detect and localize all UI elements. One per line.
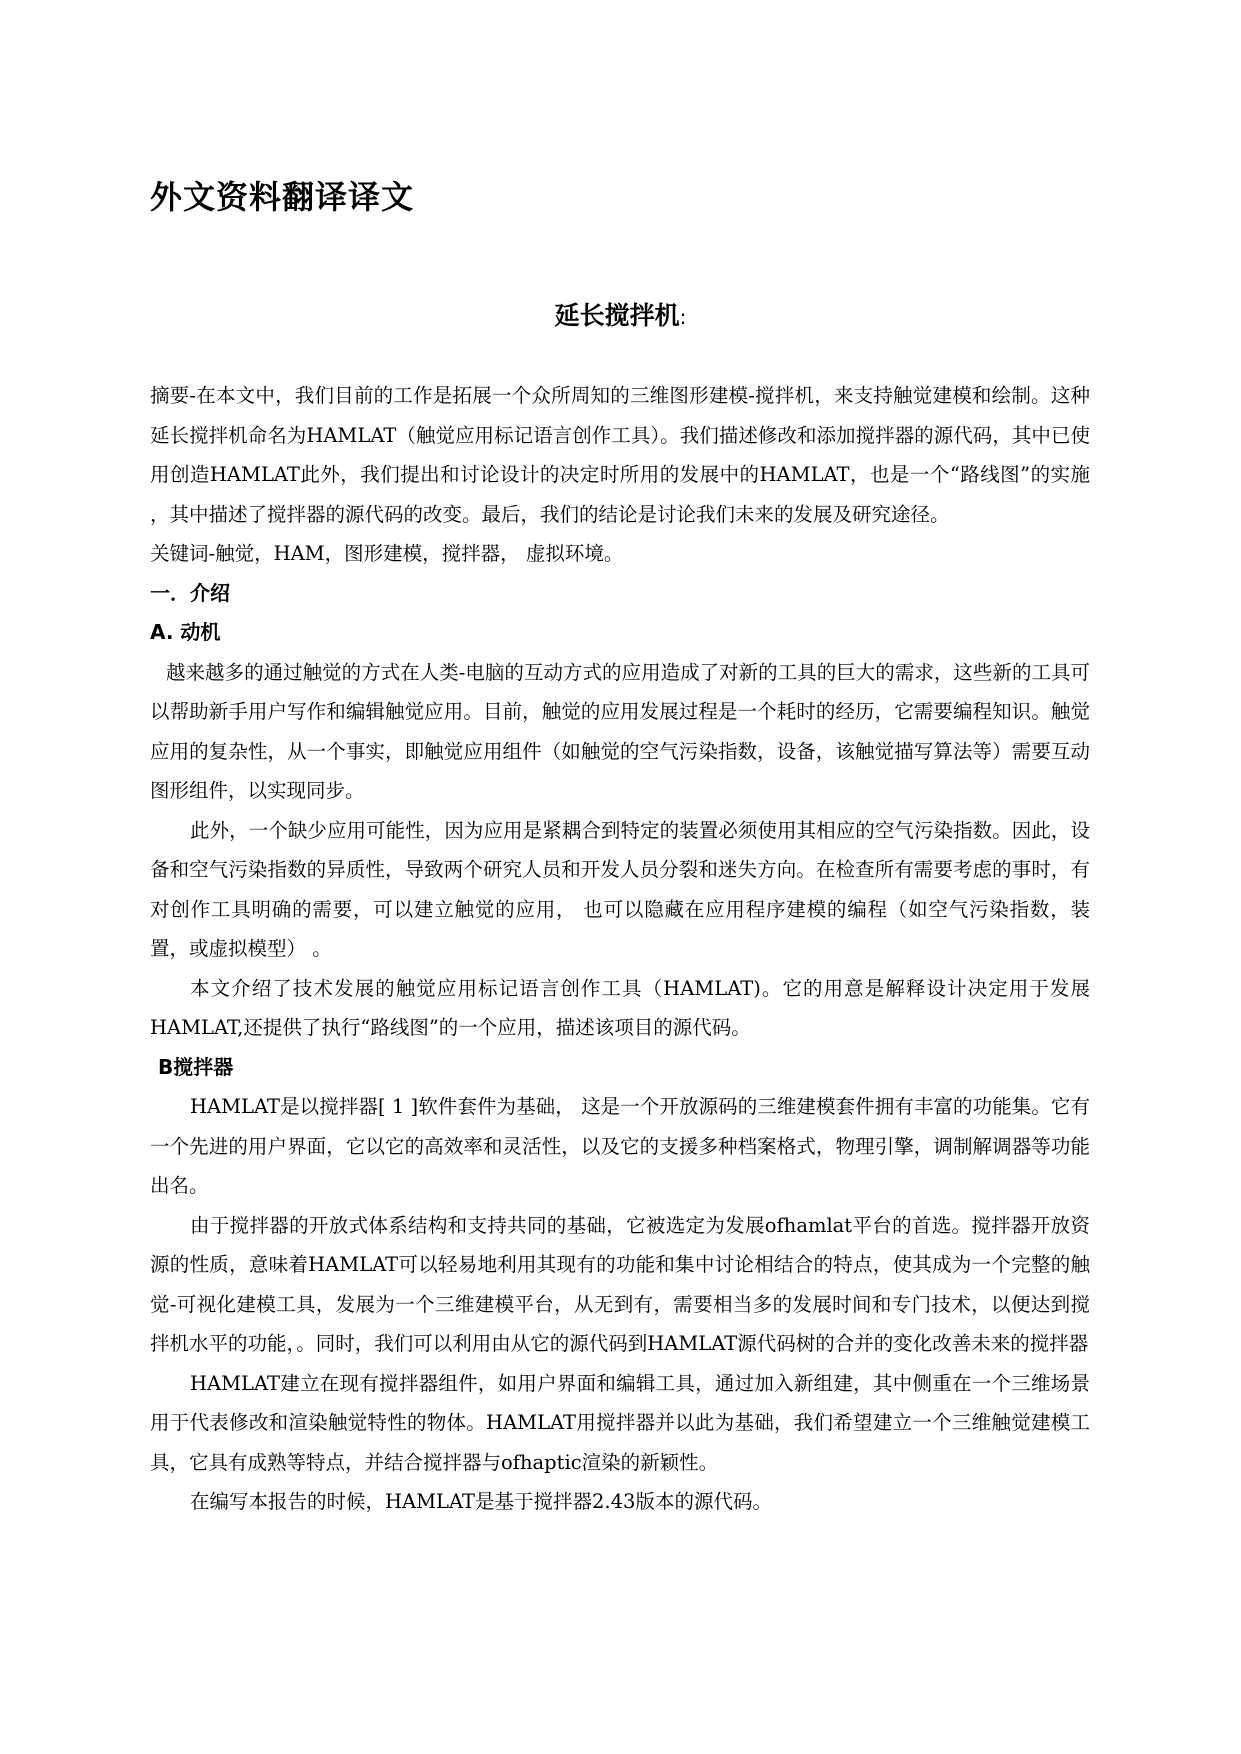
document-body (150, 376, 1090, 1522)
motivation-paragraph-3: 本文介绍了技术发展的触觉应用标记语言创作工具（HAMLAT)。它的用意是解释设计决定用于发展HAMLAT,还提供了执行“路线图”的一个应用，描述该项目的源代码。 (150, 976, 1090, 1039)
section-heading-introduction: 一．介绍 (150, 580, 230, 605)
blender-paragraph-3: HAMLAT建立在现有搅拌器组件，如用户界面和编辑工具，通过加入新组建，其中侧重在一个三维场景用于代表修改和渲染触觉特性的物体。HAMLAT用搅拌器并以此为基础，我们希望建立一个三维触觉建模工具，它具有成熟等特点，并结合搅拌器与ofhaptic渲染的新颖性。 (150, 1371, 1090, 1474)
document-title: 外文资料翻译译文 (150, 178, 415, 216)
subsection-heading-motivation: A. 动机 (150, 620, 221, 644)
blender-paragraph-4: 在编写本报告的时候，HAMLAT是基于搅拌器2.43版本的源代码。 (190, 1490, 772, 1513)
subsection-heading-blender: B搅拌器 (158, 1054, 234, 1079)
abstract-paragraph: 摘要-在本文中，我们目前的工作是拓展一个众所周知的三维图形建模-搅拌机，来支持触觉建模和绘制。这种延长搅拌机命名为HAMLAT（触觉应用标记语言创作工具）。我们描述修改和添加搅拌器的源代码，其中已使用创造HAMLAT此外，我们提出和讨论设计的决定时所用的发展中的HAMLAT，也是一个“路线图”的实施 ，其中描述了搅拌器的源代码的改变。最后，我们的结论是讨论我们未来的发展及研究途径。 (150, 384, 1090, 526)
blender-paragraph-2: 由于搅拌器的开放式体系结构和支持共同的基础，它被选定为发展ofhamlat平台的首选。搅拌器开放资源的性质，意味着HAMLAT可以轻易地利用其现有的功能和集中讨论相结合的特点，使其成为一个完整的触觉-可视化建模工具，发展为一个三维建模平台，从无到有，需要相当多的发展时间和专门技术，以便达到搅拌机水平的功能，。同时，我们可以利用由从它的源代码到HAMLAT源代码树的合并的变化改善未来的搅拌器 (150, 1213, 1090, 1355)
blender-paragraph-1: HAMLAT是以搅拌器[ 1 ]软件套件为基础， 这是一个开放源码的三维建模套件拥有丰富的功能集。它有一个先进的用户界面，它以它的高效率和灵活性，以及它的支援多种档案格式，物理引擎，调制解调器等功能出名。 (150, 1095, 1090, 1197)
article-title (0, 296, 1241, 332)
article-title-colon: : (679, 305, 687, 329)
motivation-paragraph-2: 此外，一个缺少应用可能性，因为应用是紧耦合到特定的装置必须使用其相应的空气污染指数。因此，设备和空气污染指数的异质性，导致两个研究人员和开发人员分裂和迷失方向。在检查所有需要考虑的事时，有对创作工具明确的需要，可以建立触觉的应用， 也可以隐藏在应用程序建模的编程（如空气污染指数，装置，或虚拟模型） 。 (150, 818, 1090, 960)
keywords-line: 关键词-触觉，HAM，图形建模，搅拌器， 虚拟环境。 (150, 542, 624, 565)
article-title-text: 延长搅拌机 (554, 301, 680, 330)
motivation-paragraph-1: 越来越多的通过触觉的方式在人类-电脑的互动方式的应用造成了对新的工具的巨大的需求，这些新的工具可以帮助新手用户写作和编辑触觉应用。目前，触觉的应用发展过程是一个耗时的经历，它需要编程知识。触觉应用的复杂性，从一个事实，即触觉应用组件（如触觉的空气污染指数，设备，该触觉描写算法等）需要互动图形组件，以实现同步。 (150, 660, 1090, 802)
